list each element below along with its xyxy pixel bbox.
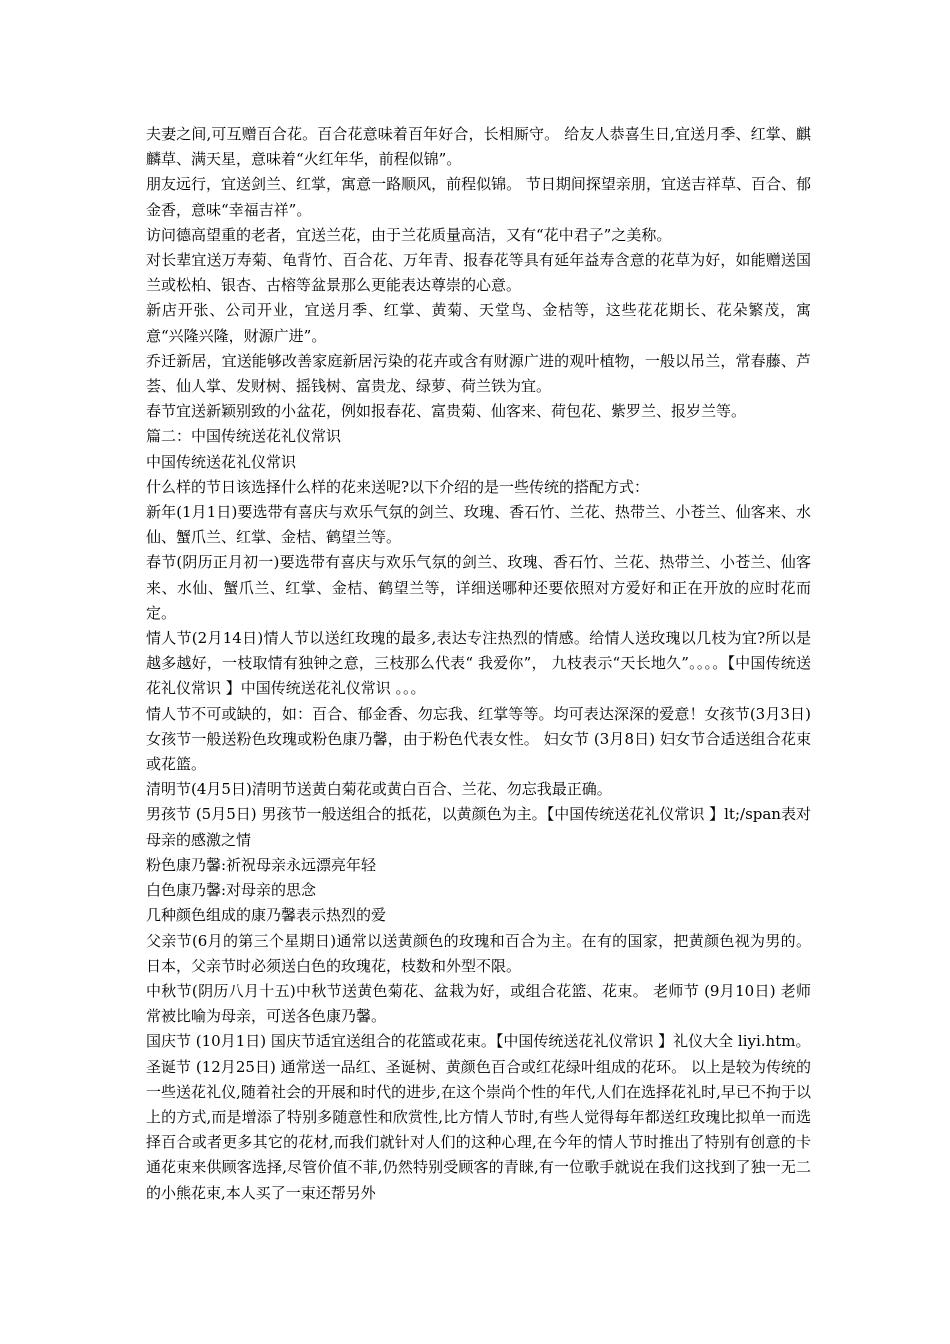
paragraph: 中秋节(阴历八月十五)中秋节送黄色菊花、盆栽为好，或组合花篮、花束。 老师节 (9月10日) 老师常被比喻为母亲，可送各色康乃馨。: [146, 981, 811, 1026]
paragraph: 春节(阴历正月初一)要选带有喜庆与欢乐气氛的剑兰、玫瑰、香石竹、兰花、热带兰、小苍兰、仙客来、水仙、蟹爪兰、红掌、金桔、鹤望兰等，详细送哪种还要依照对方爱好和正在开放的应时花而定。: [146, 553, 811, 622]
paragraph: 朋友远行，宜送剑兰、红掌，寓意一路顺风，前程似锦。 节日期间探望亲朋，宜送吉祥草、百合、郁金香，意味“幸福吉祥”。: [146, 175, 811, 219]
paragraph: 情人节不可或缺的，如：百合、郁金香、勿忘我、红掌等等。均可表达深深的爱意！女孩节(3月3日)女孩节一般送粉色玫瑰或粉色康乃馨，由于粉色代表女性。 妇女节 (3月8日) 妇女节合适送组合花束或花篮。: [146, 704, 811, 774]
paragraph: 春节宜送新颖别致的小盆花，例如报春花、富贵菊、仙客来、荷包花、紫罗兰、报岁兰等。: [146, 402, 747, 421]
paragraph: 情人节(2月14日)情人节以送红玫瑰的最多,表达专注热烈的情感。给情人送玫瑰以几枝为宜?所以是越多越好，一枝取情有独钟之意，三枝那么代表“ 我爱你”， 九枝表示“天长地久”。。。。【中国传统送花礼仪常识 】中国传统送花礼仪常识 。。。: [146, 629, 811, 698]
paragraph: 乔迁新居，宜送能够改善家庭新居污染的花卉或含有财源广进的观叶植物，一般以吊兰，常春藤、芦荟、仙人掌、发财树、摇钱树、富贵龙、绿萝、荷兰铁为宜。: [146, 351, 811, 396]
paragraph: 清明节(4月5日)清明节送黄白菊花或黄白百合、兰花、勿忘我最正确。: [146, 780, 612, 799]
paragraph: 国庆节 (10月1日) 国庆节适宜送组合的花篮或花束。【中国传统送花礼仪常识 】礼仪大全 liyi.htm。: [146, 1032, 811, 1051]
paragraph: 对长辈宜送万寿菊、龟背竹、百合花、万年青、报春花等具有延年益寿含意的花草为好，如能赠送国兰或松柏、银杏、古榕等盆景那么更能表达尊崇的心意。: [146, 251, 811, 295]
paragraph: 粉色康乃馨:祈祝母亲永远漂亮年轻: [146, 855, 377, 874]
paragraph: 新店开张、公司开业，宜送月季、红掌、黄菊、天堂鸟、金桔等，这些花花期长、花朵繁茂，寓意“兴隆兴隆，财源广进”。: [146, 301, 811, 345]
section-title: 中国传统送花礼仪常识: [146, 452, 297, 471]
section-heading: 篇二：中国传统送花礼仪常识: [146, 427, 342, 446]
paragraph: 夫妻之间,可互赠百合花。百合花意味着百年好合，长相厮守。 给友人恭喜生日,宜送月季、红掌、麒麟草、满天星，意味着“火红年华，前程似锦”。: [146, 125, 811, 169]
paragraph: 白色康乃馨:对母亲的思念: [146, 881, 317, 900]
paragraph: 什么样的节日该选择什么样的花来送呢?以下介绍的是一些传统的搭配方式：: [146, 477, 650, 496]
document-body: [146, 122, 811, 1206]
paragraph: 几种颜色组成的康乃馨表示热烈的爱: [146, 906, 387, 925]
paragraph: 父亲节(6月的第三个星期日)通常以送黄颜色的玫瑰和百合为主。在有的国家，把黄颜色视为男的。日本，父亲节时必须送白色的玫瑰花，枝数和外型不限。: [146, 931, 811, 975]
paragraph: 男孩节 (5月5日) 男孩节一般送组合的抵花，以黄颜色为主。【中国传统送花礼仪常识 】lt;/span表对母亲的感激之情: [146, 805, 811, 849]
paragraph: 新年(1月1日)要选带有喜庆与欢乐气氛的剑兰、玫瑰、香石竹、兰花、热带兰、小苍兰、仙客来、水仙、蟹爪兰、红掌、金桔、鹤望兰等。: [146, 503, 811, 547]
paragraph: 访问德高望重的老者，宜送兰花，由于兰花质量高洁，又有“花中君子”之美称。: [146, 225, 672, 244]
paragraph: 圣诞节 (12月25日) 通常送一品红、圣诞树、黄颜色百合或红花绿叶组成的花环。 以上是较为传统的一些送花礼仪,随着社会的开展和时代的进步,在这个崇尚个性的年代,人们在选择花礼时,早已不拘于以上的方式,而是增添了特别多随意性和欣赏性,比方情人节时,有些人觉得每年都送红玫瑰比拟单一而选择百合或者更多其它的花材,而我们就针对人们的这种心理,在今年的情人节时推出了特别有创意的卡通花束来供顾客选择,尽管价值不菲,仍然特别受顾客的青睐,有一位歌手就说在我们这找到了独一无二的小熊花束,本人买了一束还帮另外: [146, 1057, 811, 1202]
